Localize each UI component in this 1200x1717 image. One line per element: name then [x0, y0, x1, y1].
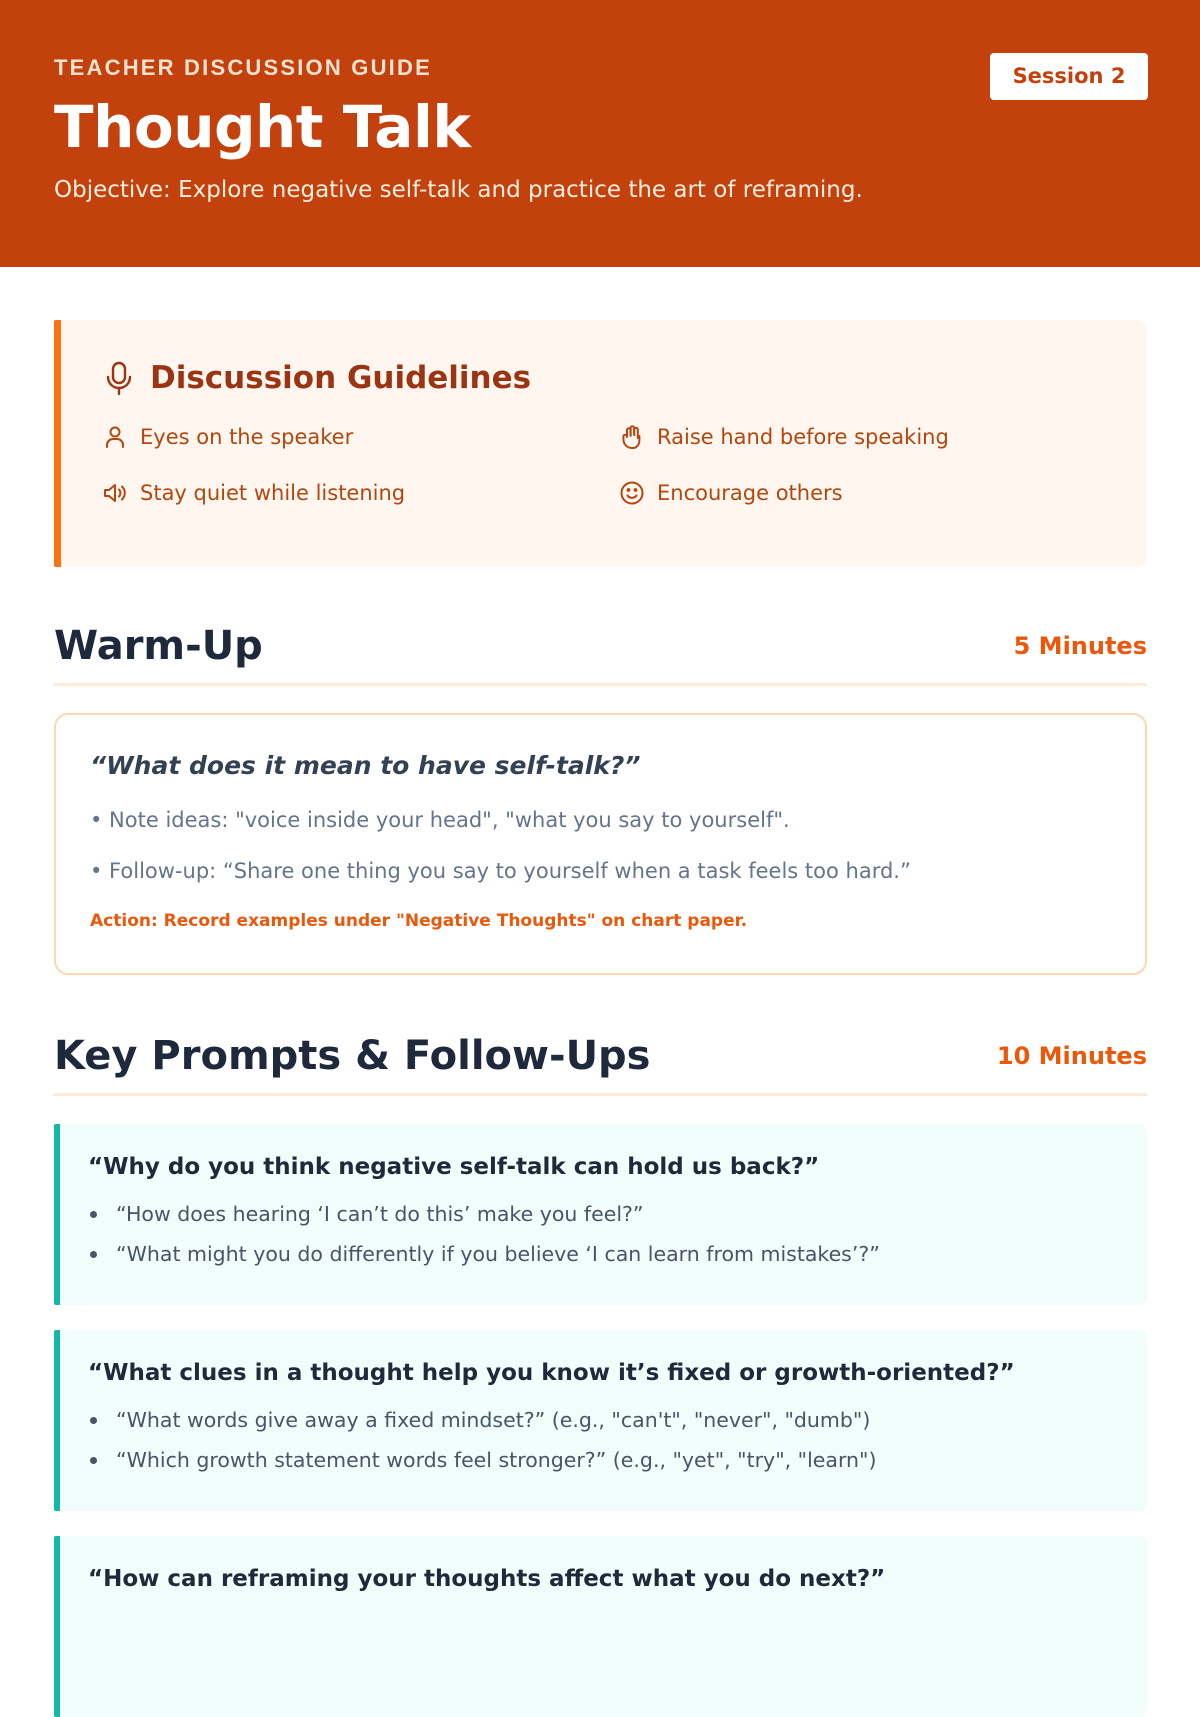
- hand-icon: [619, 424, 645, 450]
- guidelines-title: Discussion Guidelines: [150, 360, 532, 396]
- warmup-title: Warm-Up: [54, 623, 263, 669]
- speaker-icon: [102, 480, 128, 506]
- warmup-card: [54, 713, 1147, 975]
- warmup-question: “What does it mean to have self-talk?”: [90, 751, 641, 780]
- warmup-note: • Follow-up: “Share one thing you say to yourself when a task feels too hard.”: [90, 859, 911, 883]
- guideline-label: Eyes on the speaker: [140, 425, 354, 449]
- followup-list: [88, 1194, 1117, 1274]
- prompt-question: “How can reframing your thoughts affect what you do next?”: [88, 1566, 886, 1592]
- warmup-note: • Note ideas: "voice inside your head", "what you say to yourself".: [90, 808, 790, 832]
- page-title: Thought Talk: [54, 93, 471, 161]
- guideline-label: Stay quiet while listening: [140, 481, 406, 505]
- page-header: [0, 0, 1200, 267]
- followup-list: [88, 1400, 1117, 1480]
- microphone-icon: [102, 360, 136, 396]
- followup-item: “How does hearing ‘I can’t do this’ make you feel?”: [88, 1194, 1117, 1234]
- followup-item: “Which growth statement words feel stronger?” (e.g., "yet", "try", "learn"): [88, 1440, 1117, 1480]
- guideline-item: [102, 424, 619, 450]
- followup-item: “What might you do differently if you believe ‘I can learn from mistakes’?”: [88, 1234, 1117, 1274]
- guideline-item: [102, 480, 619, 506]
- warmup-action: Action: Record examples under "Negative Thoughts" on chart paper.: [90, 911, 748, 931]
- prompt-card: [54, 1330, 1147, 1511]
- discussion-guidelines-panel: [54, 320, 1147, 567]
- prompt-card: [54, 1536, 1147, 1717]
- main-content: [0, 267, 1200, 1717]
- prompts-header: [54, 1033, 1147, 1096]
- objective-text: Objective: Explore negative self-talk and practice the art of reframing.: [54, 177, 863, 203]
- session-badge: Session 2: [990, 53, 1148, 100]
- guideline-label: Encourage others: [657, 481, 843, 505]
- warmup-time: 5 Minutes: [1013, 632, 1147, 660]
- guide-eyebrow: TEACHER DISCUSSION GUIDE: [54, 55, 432, 80]
- prompt-question: “What clues in a thought help you know it’s fixed or growth-oriented?”: [88, 1360, 1015, 1386]
- guideline-item: [619, 424, 1107, 450]
- prompt-question: “Why do you think negative self-talk can hold us back?”: [88, 1154, 820, 1180]
- smile-icon: [619, 480, 645, 506]
- guideline-label: Raise hand before speaking: [657, 425, 949, 449]
- prompts-time: 10 Minutes: [996, 1042, 1147, 1070]
- followup-item: “What words give away a fixed mindset?” (e.g., "can't", "never", "dumb"): [88, 1400, 1117, 1440]
- warmup-header: [54, 623, 1147, 686]
- guideline-item: [619, 480, 1107, 506]
- person-icon: [102, 424, 128, 450]
- prompt-card: [54, 1124, 1147, 1305]
- prompts-title: Key Prompts & Follow-Ups: [54, 1033, 651, 1079]
